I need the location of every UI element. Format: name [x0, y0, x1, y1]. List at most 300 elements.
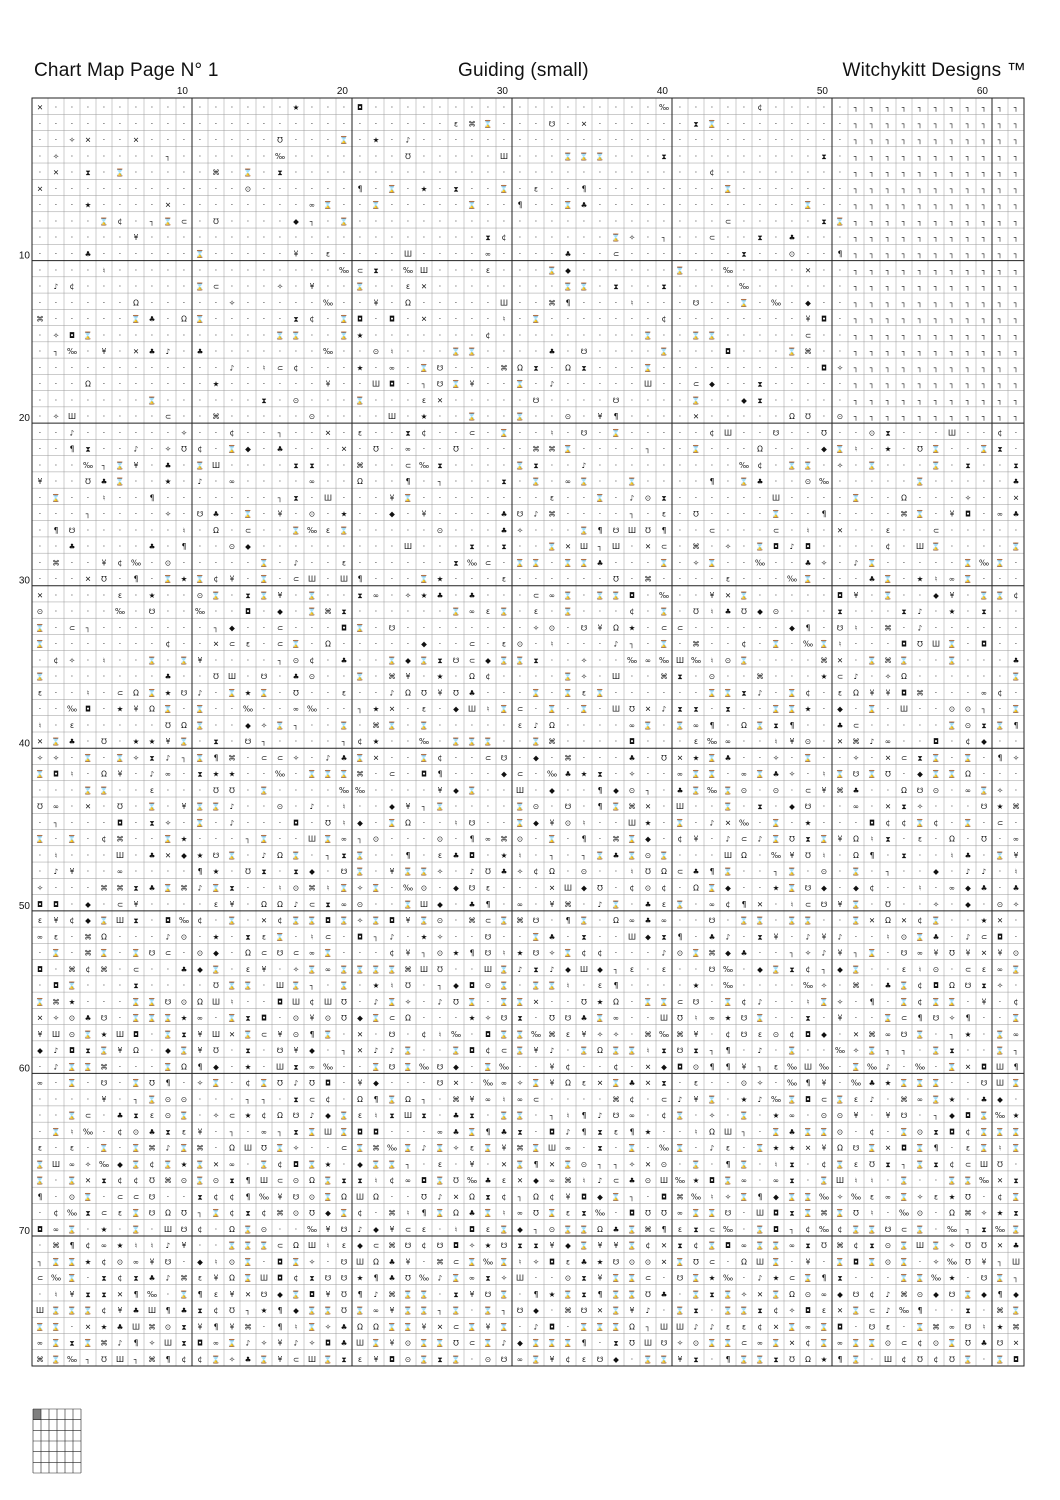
stitch-symbol: ·: [134, 623, 138, 633]
stitch-symbol: ·: [550, 184, 554, 194]
stitch-symbol: ┐: [997, 184, 1003, 194]
stitch-symbol: ·: [326, 151, 330, 161]
stitch-symbol: ·: [486, 314, 490, 324]
stitch-symbol: ¥: [693, 1094, 699, 1104]
stitch-symbol: ‰: [66, 1354, 78, 1364]
stitch-symbol: ¥: [277, 590, 283, 600]
stitch-symbol: ┐: [965, 347, 971, 357]
stitch-symbol: ┐: [437, 1306, 443, 1316]
stitch-symbol: ·: [806, 655, 810, 665]
stitch-symbol: ·: [454, 916, 458, 926]
stitch-symbol: ⊂: [532, 1094, 540, 1104]
stitch-symbol: Ш: [915, 542, 925, 552]
stitch-symbol: ♪: [757, 1046, 763, 1056]
stitch-symbol: ·: [278, 200, 282, 210]
stitch-symbol: ☋: [564, 1013, 572, 1023]
stitch-symbol: ⌛: [83, 785, 93, 795]
stitch-symbol: ¥: [549, 1241, 555, 1251]
stitch-symbol: ·: [342, 200, 346, 210]
stitch-symbol: ⌘: [436, 1257, 444, 1267]
stitch-symbol: ⌛: [227, 688, 237, 698]
stitch-symbol: ·: [214, 233, 218, 243]
stitch-symbol: ✧: [436, 932, 444, 942]
stitch-symbol: ¥: [229, 1289, 235, 1299]
stitch-symbol: ·: [342, 103, 346, 113]
stitch-symbol: ·: [774, 347, 778, 357]
stitch-symbol: ┐: [917, 216, 923, 226]
stitch-symbol: ♣: [564, 249, 572, 259]
stitch-symbol: ¥: [133, 233, 139, 243]
stitch-symbol: ·: [310, 135, 314, 145]
stitch-symbol: ·: [326, 623, 330, 633]
stitch-symbol: ·: [438, 1289, 442, 1299]
stitch-symbol: ⌘: [564, 899, 572, 909]
stitch-symbol: ☋: [900, 948, 908, 958]
stitch-symbol: ℧: [213, 672, 219, 682]
stitch-symbol: ┐: [869, 330, 875, 340]
stitch-symbol: ┐: [101, 460, 107, 470]
stitch-symbol: ·: [838, 883, 842, 893]
stitch-symbol: ·: [86, 184, 90, 194]
stitch-symbol: Ω: [565, 1078, 571, 1088]
stitch-symbol: ·: [662, 265, 666, 275]
stitch-symbol: ☋: [980, 802, 988, 812]
stitch-symbol: ⌘: [852, 981, 860, 991]
stitch-symbol: ◘: [53, 769, 59, 779]
stitch-symbol: ·: [86, 103, 90, 113]
stitch-symbol: ·: [102, 981, 106, 991]
stitch-symbol: ·: [278, 867, 282, 877]
stitch-symbol: ·: [214, 834, 218, 844]
stitch-symbol: ·: [294, 119, 298, 129]
stitch-symbol: ⊙: [644, 883, 652, 893]
stitch-symbol: ·: [406, 1127, 410, 1137]
stitch-symbol: ·: [310, 639, 314, 649]
stitch-symbol: ·: [726, 460, 730, 470]
stitch-symbol: ·: [182, 200, 186, 210]
stitch-symbol: ·: [614, 720, 618, 730]
stitch-symbol: ¥: [821, 932, 827, 942]
stitch-symbol: ♪: [549, 379, 555, 389]
stitch-symbol: ♣: [980, 1338, 988, 1348]
stitch-symbol: ⌛: [563, 282, 573, 292]
stitch-symbol: ·: [726, 672, 730, 682]
stitch-symbol: ·: [230, 168, 234, 178]
stitch-symbol: ·: [630, 347, 634, 357]
stitch-symbol: ·: [534, 412, 538, 422]
stitch-symbol: ‰: [98, 1159, 110, 1169]
stitch-symbol: ⌛: [707, 688, 717, 698]
stitch-symbol: ·: [390, 395, 394, 405]
stitch-symbol: ·: [214, 200, 218, 210]
stitch-symbol: ◆: [597, 1192, 603, 1202]
stitch-symbol: ·: [278, 298, 282, 308]
stitch-symbol: ✕: [772, 1322, 780, 1332]
stitch-symbol: ⌛: [67, 1062, 77, 1072]
stitch-symbol: ·: [886, 704, 890, 714]
stitch-symbol: ¶: [597, 785, 603, 795]
stitch-symbol: ⌛: [867, 1143, 877, 1153]
stitch-symbol: ·: [422, 168, 426, 178]
stitch-symbol: ·: [374, 525, 378, 535]
stitch-symbol: ♪: [757, 997, 763, 1007]
stitch-symbol: ¢: [565, 1062, 571, 1072]
stitch-symbol: ·: [230, 1078, 234, 1088]
stitch-symbol: ☋: [980, 1078, 988, 1088]
stitch-symbol: Ш: [643, 1338, 653, 1348]
stitch-symbol: ·: [390, 639, 394, 649]
stitch-symbol: ⊂: [804, 785, 812, 795]
stitch-symbol: ·: [710, 460, 714, 470]
stitch-symbol: ☋: [500, 1013, 508, 1023]
stitch-symbol: ·: [310, 785, 314, 795]
stitch-symbol: ∞: [372, 590, 380, 600]
stitch-symbol: ★: [84, 1257, 92, 1267]
stitch-symbol: ⌛: [835, 1257, 845, 1267]
stitch-symbol: ·: [342, 412, 346, 422]
stitch-symbol: ┐: [53, 818, 59, 828]
stitch-symbol: ℧: [917, 1354, 923, 1364]
stitch-symbol: ·: [550, 363, 554, 373]
stitch-symbol: ✧: [52, 1013, 60, 1023]
stitch-symbol: ·: [486, 298, 490, 308]
stitch-symbol: ⧗: [501, 477, 507, 487]
stitch-symbol: ·: [902, 558, 906, 568]
stitch-symbol: ⌛: [435, 1143, 445, 1153]
stitch-symbol: ·: [390, 525, 394, 535]
stitch-symbol: ┐: [405, 1159, 411, 1169]
stitch-symbol: ◘: [581, 1192, 587, 1202]
stitch-symbol: ┐: [933, 184, 939, 194]
stitch-symbol: ✕: [660, 1241, 668, 1251]
stitch-symbol: ¢: [549, 1192, 555, 1202]
stitch-symbol: ·: [502, 460, 506, 470]
stitch-symbol: ·: [278, 558, 282, 568]
stitch-symbol: ┐: [261, 737, 267, 747]
stitch-symbol: ·: [854, 1273, 858, 1283]
stitch-symbol: ⧗: [245, 590, 251, 600]
stitch-symbol: ☋: [612, 525, 620, 535]
stitch-symbol: ⊂: [276, 639, 284, 649]
stitch-symbol: ♮: [982, 1322, 986, 1332]
stitch-symbol: ✧: [788, 1306, 796, 1316]
stitch-symbol: ◆: [645, 932, 651, 942]
stitch-symbol: ·: [150, 916, 154, 926]
stitch-symbol: ·: [726, 249, 730, 259]
stitch-symbol: ·: [134, 818, 138, 828]
stitch-symbol: ♣: [500, 1127, 508, 1137]
stitch-symbol: ✕: [324, 428, 332, 438]
stitch-symbol: Ш: [659, 1322, 669, 1332]
stitch-symbol: ¢: [133, 1176, 139, 1186]
stitch-symbol: ·: [278, 265, 282, 275]
stitch-symbol: ·: [438, 623, 442, 633]
stitch-symbol: Ω: [853, 850, 859, 860]
stitch-symbol: ⌛: [195, 1159, 205, 1169]
stitch-symbol: ⊙: [772, 1029, 780, 1039]
stitch-symbol: ⧗: [69, 1338, 75, 1348]
stitch-symbol: ·: [102, 135, 106, 145]
stitch-symbol: ¢: [949, 1159, 955, 1169]
stitch-symbol: ♣: [148, 347, 156, 357]
stitch-symbol: ¢: [725, 1029, 731, 1039]
stitch-symbol: ·: [198, 525, 202, 535]
stitch-symbol: ·: [54, 1176, 58, 1186]
stitch-symbol: ·: [838, 477, 842, 487]
column-label: 30: [496, 86, 508, 97]
stitch-symbol: ⌛: [195, 802, 205, 812]
stitch-symbol: ·: [470, 168, 474, 178]
stitch-symbol: ⌛: [259, 590, 269, 600]
stitch-symbol: ·: [374, 168, 378, 178]
stitch-symbol: ┐: [901, 379, 907, 389]
stitch-symbol: ·: [582, 639, 586, 649]
stitch-symbol: ┐: [949, 1029, 955, 1039]
stitch-symbol: ·: [182, 119, 186, 129]
stitch-symbol: ·: [262, 119, 266, 129]
stitch-symbol: ¶: [789, 720, 795, 730]
stitch-symbol: ⌛: [339, 1127, 349, 1137]
column-numbers: [177, 86, 989, 97]
stitch-symbol: ·: [934, 1176, 938, 1186]
stitch-symbol: ⊂: [900, 1013, 908, 1023]
stitch-symbol: ⧗: [133, 1111, 139, 1121]
stitch-symbol: ·: [438, 883, 442, 893]
stitch-symbol: ·: [230, 119, 234, 129]
stitch-symbol: ⌛: [115, 753, 125, 763]
stitch-symbol: ⌛: [579, 1046, 589, 1056]
stitch-symbol: ♪: [757, 688, 763, 698]
stitch-symbol: ·: [710, 200, 714, 210]
stitch-symbol: ⧗: [693, 1306, 699, 1316]
stitch-symbol: ┐: [965, 265, 971, 275]
stitch-symbol: ◘: [469, 850, 475, 860]
stitch-symbol: ♪: [373, 1289, 379, 1299]
stitch-symbol: ∞: [468, 1273, 476, 1283]
stitch-symbol: ⧗: [789, 1159, 795, 1169]
stitch-symbol: ♪: [757, 1273, 763, 1283]
stitch-symbol: ·: [662, 135, 666, 145]
stitch-symbol: ·: [214, 249, 218, 259]
stitch-symbol: ♪: [693, 1322, 699, 1332]
stitch-symbol: ¥: [469, 1159, 475, 1169]
stitch-symbol: ·: [166, 233, 170, 243]
stitch-symbol: ⊙: [356, 899, 364, 909]
stitch-symbol: ·: [358, 639, 362, 649]
stitch-symbol: ·: [854, 1127, 858, 1137]
stitch-symbol: ⌛: [851, 916, 861, 926]
stitch-symbol: ·: [662, 688, 666, 698]
stitch-symbol: ·: [598, 655, 602, 665]
stitch-symbol: ‰: [114, 607, 126, 617]
stitch-symbol: ✕: [676, 753, 684, 763]
stitch-symbol: ✧: [308, 1257, 316, 1267]
stitch-symbol: ¥: [997, 948, 1003, 958]
stitch-symbol: ·: [422, 330, 426, 340]
stitch-symbol: ·: [678, 444, 682, 454]
stitch-symbol: ·: [486, 444, 490, 454]
stitch-symbol: ℧: [869, 1159, 875, 1169]
stitch-symbol: ℧: [885, 769, 891, 779]
stitch-symbol: ·: [742, 1046, 746, 1056]
stitch-symbol: ⌛: [419, 753, 429, 763]
stitch-symbol: ⌛: [67, 1273, 77, 1283]
stitch-symbol: ‰: [66, 1208, 78, 1218]
stitch-symbol: ·: [502, 412, 506, 422]
stitch-symbol: ·: [230, 867, 234, 877]
stitch-symbol: ¢: [997, 428, 1003, 438]
stitch-symbol: ⌛: [963, 1354, 973, 1364]
stitch-symbol: ⌛: [931, 769, 941, 779]
stitch-symbol: ♣: [452, 1111, 460, 1121]
stitch-symbol: ·: [246, 477, 250, 487]
stitch-symbol: ⧗: [805, 1013, 811, 1023]
stitch-symbol: ·: [406, 525, 410, 535]
stitch-symbol: ·: [454, 200, 458, 210]
stitch-symbol: ┐: [613, 1159, 619, 1169]
stitch-symbol: ·: [342, 1159, 346, 1169]
stitch-symbol: ·: [342, 168, 346, 178]
stitch-symbol: ·: [950, 899, 954, 909]
stitch-symbol: ε: [261, 932, 267, 942]
stitch-symbol: ¥: [69, 867, 75, 877]
stitch-symbol: ⌘: [324, 607, 332, 617]
stitch-symbol: ·: [806, 590, 810, 600]
stitch-symbol: ‰: [786, 1062, 798, 1072]
stitch-symbol: ·: [38, 347, 42, 357]
stitch-symbol: ·: [678, 298, 682, 308]
stitch-symbol: ♪: [629, 493, 635, 503]
stitch-symbol: ·: [390, 477, 394, 487]
stitch-symbol: ┐: [277, 655, 283, 665]
stitch-symbol: ⌛: [83, 1192, 93, 1202]
stitch-symbol: ⌛: [739, 1159, 749, 1169]
stitch-symbol: ⌘: [388, 672, 396, 682]
stitch-symbol: ★: [164, 688, 172, 698]
stitch-symbol: ┐: [853, 395, 859, 405]
stitch-symbol: ┐: [853, 135, 859, 145]
stitch-symbol: ℧: [277, 135, 283, 145]
stitch-symbol: ·: [198, 168, 202, 178]
stitch-symbol: ┐: [997, 151, 1003, 161]
stitch-symbol: ¢: [101, 1306, 107, 1316]
stitch-symbol: ·: [662, 769, 666, 779]
stitch-symbol: ¢: [117, 1273, 123, 1283]
stitch-symbol: ✕: [964, 1062, 972, 1072]
stitch-symbol: ◆: [757, 964, 763, 974]
stitch-symbol: ⌛: [579, 1241, 589, 1251]
stitch-symbol: ‰: [770, 298, 782, 308]
stitch-symbol: ┐: [901, 395, 907, 405]
stitch-symbol: ⌛: [739, 1354, 749, 1364]
stitch-symbol: ♮: [550, 428, 554, 438]
stitch-symbol: ┐: [869, 363, 875, 373]
stitch-symbol: ·: [662, 330, 666, 340]
stitch-symbol: ·: [662, 574, 666, 584]
stitch-symbol: ◘: [53, 981, 59, 991]
stitch-symbol: ·: [214, 558, 218, 568]
stitch-symbol: ·: [198, 200, 202, 210]
stitch-symbol: ┐: [949, 282, 955, 292]
stitch-symbol: ⌛: [483, 1143, 493, 1153]
stitch-symbol: ·: [582, 379, 586, 389]
stitch-symbol: ⊂: [532, 590, 540, 600]
stitch-symbol: ·: [774, 688, 778, 698]
stitch-symbol: ·: [566, 509, 570, 519]
stitch-symbol: ◘: [629, 737, 635, 747]
stitch-symbol: ‰: [722, 1273, 734, 1283]
stitch-symbol: ·: [518, 168, 522, 178]
stitch-symbol: ⌛: [851, 1306, 861, 1316]
stitch-symbol: ·: [694, 818, 698, 828]
stitch-symbol: ⌛: [531, 932, 541, 942]
stitch-symbol: ·: [598, 477, 602, 487]
stitch-symbol: ⌘: [564, 1306, 572, 1316]
stitch-symbol: ┐: [965, 395, 971, 405]
stitch-symbol: ·: [70, 363, 74, 373]
stitch-symbol: ┐: [997, 314, 1003, 324]
stitch-symbol: ·: [838, 558, 842, 568]
stitch-symbol: ✕: [36, 590, 44, 600]
stitch-symbol: ⌛: [195, 282, 205, 292]
stitch-symbol: ¥: [277, 1029, 283, 1039]
stitch-symbol: ·: [102, 997, 106, 1007]
stitch-symbol: ·: [742, 802, 746, 812]
stitch-symbol: ☋: [292, 1111, 300, 1121]
stitch-symbol: ⧗: [245, 1013, 251, 1023]
stitch-symbol: ·: [166, 168, 170, 178]
stitch-symbol: ⧗: [101, 1289, 107, 1299]
stitch-symbol: ⌛: [931, 753, 941, 763]
stitch-symbol: ┐: [949, 135, 955, 145]
stitch-symbol: ⌛: [931, 460, 941, 470]
stitch-symbol: ♮: [406, 1208, 410, 1218]
stitch-symbol: ·: [134, 785, 138, 795]
stitch-symbol: ·: [278, 834, 282, 844]
stitch-symbol: ·: [486, 379, 490, 389]
stitch-symbol: ⌛: [723, 184, 733, 194]
stitch-symbol: ε: [917, 834, 923, 844]
stitch-symbol: ┐: [949, 249, 955, 259]
stitch-symbol: ◘: [469, 981, 475, 991]
stitch-symbol: ·: [502, 216, 506, 226]
stitch-symbol: ·: [38, 168, 42, 178]
stitch-symbol: ⊂: [804, 899, 812, 909]
stitch-symbol: ·: [630, 151, 634, 161]
stitch-symbol: ·: [694, 135, 698, 145]
stitch-symbol: ε: [437, 1159, 443, 1169]
stitch-symbol: ☋: [292, 1192, 300, 1202]
stitch-symbol: ✕: [644, 802, 652, 812]
stitch-symbol: ⌛: [547, 1338, 557, 1348]
stitch-symbol: ·: [534, 282, 538, 292]
stitch-symbol: ·: [678, 1159, 682, 1169]
stitch-symbol: Ш: [835, 1176, 845, 1186]
stitch-symbol: ∞: [52, 802, 60, 812]
stitch-symbol: ⊙: [660, 1159, 668, 1169]
stitch-symbol: ε: [821, 1306, 827, 1316]
stitch-symbol: ·: [310, 168, 314, 178]
stitch-symbol: ε: [357, 1354, 363, 1364]
stitch-symbol: ·: [758, 298, 762, 308]
stitch-symbol: ·: [118, 363, 122, 373]
stitch-symbol: ★: [500, 850, 508, 860]
stitch-symbol: ┐: [1013, 363, 1019, 373]
stitch-symbol: ⌛: [195, 704, 205, 714]
stitch-symbol: ⌛: [707, 1241, 717, 1251]
stitch-symbol: ·: [102, 1111, 106, 1121]
stitch-symbol: ⊂: [708, 1257, 716, 1267]
